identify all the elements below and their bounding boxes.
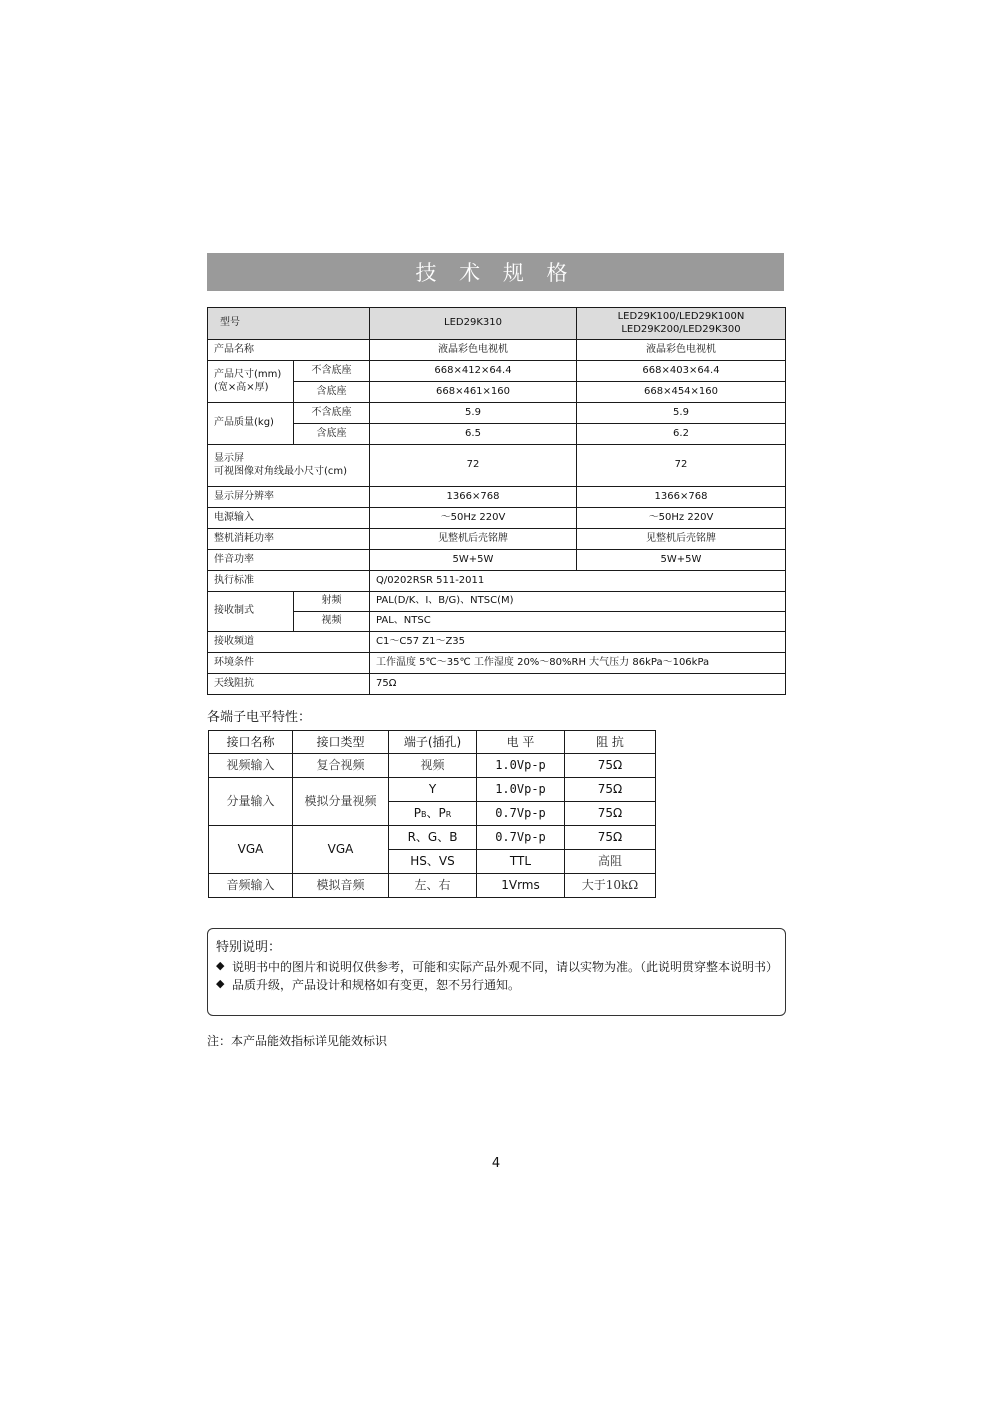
port-level: 1.0Vp-p <box>477 754 565 778</box>
spec-row-standard <box>208 571 786 592</box>
port-row-vga-1 <box>209 826 656 850</box>
spec-value: PAL、NTSC <box>370 612 786 632</box>
spec-header-row <box>208 308 786 340</box>
notice-title: 特别说明： <box>216 940 282 955</box>
model-label: 型号 <box>208 308 370 340</box>
page-number: 4 <box>491 1156 501 1171</box>
port-table <box>208 730 656 898</box>
spec-value-a: ～50Hz 220V <box>370 508 577 529</box>
spec-sublabel: 不含底座 <box>294 361 370 382</box>
spec-value: C1～C57 Z1～Z35 <box>370 632 786 653</box>
spec-label: 伴音功率 <box>208 550 370 571</box>
pb-sub: B <box>420 810 427 819</box>
port-level: 1Vrms <box>477 874 565 898</box>
spec-value: 工作温度 5℃～35℃ 工作湿度 20%～80%RH 大气压力 86kPa～106kPa <box>370 653 786 674</box>
spec-label: 接收制式 <box>208 592 294 632</box>
port-impedance: 75Ω <box>565 826 656 850</box>
spec-sublabel: 射频 <box>294 592 370 612</box>
model-b-line2: LED29K200/LED29K300 <box>621 323 741 335</box>
spec-value: 75Ω <box>370 674 786 695</box>
spec-row-power-input <box>208 508 786 529</box>
spec-value-b: 5.9 <box>577 403 786 424</box>
special-notice <box>207 928 786 1016</box>
diamond-bullet-icon: ◆ <box>216 959 225 972</box>
page-title: 技 术 规 格 <box>415 261 576 285</box>
port-row-audio <box>209 874 656 898</box>
spec-row-weight-1 <box>208 403 786 424</box>
port-type: 复合视频 <box>293 754 389 778</box>
port-header: 电 平 <box>477 731 565 754</box>
notice-text: 说明书中的图片和说明仅供参考，可能和实际产品外观不同，请以实物为准。（此说明贯穿整本说明书） <box>232 960 779 974</box>
model-a: LED29K310 <box>370 308 577 340</box>
spec-value: Q/0202RSR 511-2011 <box>370 571 786 592</box>
spec-value-a: 668×412×64.4 <box>370 361 577 382</box>
spec-value-a: 668×461×160 <box>370 382 577 403</box>
spec-sublabel: 含底座 <box>294 382 370 403</box>
spec-value-b: 见整机后壳铭牌 <box>577 529 786 550</box>
port-type: VGA <box>293 826 389 874</box>
spec-row-reception-1 <box>208 592 786 612</box>
spec-table <box>207 307 786 695</box>
spec-row-environment <box>208 653 786 674</box>
screen-label-line1: 显示屏 <box>214 453 244 464</box>
spec-label <box>208 361 294 403</box>
spec-row-weight-2 <box>208 424 786 445</box>
port-header: 端子(插孔) <box>389 731 477 754</box>
spec-value-b: 668×403×64.4 <box>577 361 786 382</box>
spec-row-consumption <box>208 529 786 550</box>
port-header: 接口名称 <box>209 731 293 754</box>
spec-value-a: 6.5 <box>370 424 577 445</box>
screen-label-line2: 可视图像对角线最小尺寸(cm) <box>214 465 348 477</box>
port-row-component-1 <box>209 778 656 802</box>
spec-label: 产品名称 <box>208 340 370 361</box>
port-terminal: R、G、B <box>389 826 477 850</box>
port-row-video <box>209 754 656 778</box>
port-terminal: HS、VS <box>389 850 477 874</box>
spec-value-b: 6.2 <box>577 424 786 445</box>
spec-row-audio <box>208 550 786 571</box>
spec-row-size-2 <box>208 382 786 403</box>
terminal-separator: 、 <box>426 806 439 820</box>
port-terminal <box>389 802 477 826</box>
spec-label: 整机消耗功率 <box>208 529 370 550</box>
spec-row-screen <box>208 445 786 487</box>
spec-value-b: 72 <box>577 445 786 487</box>
spec-label: 接收频道 <box>208 632 370 653</box>
notice-bullet <box>216 959 777 975</box>
size-label-line2: (宽×高×厚) <box>214 381 269 393</box>
port-terminal: Y <box>389 778 477 802</box>
spec-row-resolution <box>208 487 786 508</box>
spec-sublabel: 不含底座 <box>294 403 370 424</box>
footnote: 注：本产品能效指标详见能效标识 <box>207 1034 388 1048</box>
diamond-bullet-icon: ◆ <box>216 977 225 991</box>
model-b-line1: LED29K100/LED29K100N <box>617 311 745 322</box>
spec-label: 电源输入 <box>208 508 370 529</box>
spec-value-a: 见整机后壳铭牌 <box>370 529 577 550</box>
port-terminal: 左、右 <box>389 874 477 898</box>
port-impedance: 75Ω <box>565 802 656 826</box>
model-b <box>577 308 786 340</box>
spec-label: 环境条件 <box>208 653 370 674</box>
port-level: 0.7Vp-p <box>477 826 565 850</box>
spec-value-b: 液晶彩色电视机 <box>577 340 786 361</box>
spec-value-b: 668×454×160 <box>577 382 786 403</box>
port-impedance: 大于10kΩ <box>565 874 656 898</box>
spec-sublabel: 视频 <box>294 612 370 632</box>
spec-row-name <box>208 340 786 361</box>
spec-row-channels <box>208 632 786 653</box>
spec-row-reception-2 <box>208 612 786 632</box>
port-terminal: 视频 <box>389 754 477 778</box>
spec-label: 执行标准 <box>208 571 370 592</box>
port-name: VGA <box>209 826 293 874</box>
spec-row-size-1 <box>208 361 786 382</box>
spec-value-b: ～50Hz 220V <box>577 508 786 529</box>
port-impedance: 75Ω <box>565 778 656 802</box>
pr-sub: R <box>445 810 452 819</box>
spec-row-antenna <box>208 674 786 695</box>
spec-value: PAL(D/K、Ⅰ、B/G)、NTSC(M) <box>370 592 786 612</box>
spec-value-a: 1366×768 <box>370 487 577 508</box>
spec-sublabel: 含底座 <box>294 424 370 445</box>
port-type: 模拟音频 <box>293 874 389 898</box>
spec-value-a: 5.9 <box>370 403 577 424</box>
spec-value-a: 72 <box>370 445 577 487</box>
port-header-row <box>209 731 656 754</box>
port-name: 视频输入 <box>209 754 293 778</box>
spec-label <box>208 445 370 487</box>
spec-label: 显示屏分辨率 <box>208 487 370 508</box>
spec-value-a: 液晶彩色电视机 <box>370 340 577 361</box>
spec-value-a: 5W+5W <box>370 550 577 571</box>
port-name: 分量输入 <box>209 778 293 826</box>
notice-text: 品质升级，产品设计和规格如有变更，恕不另行通知。 <box>232 978 521 993</box>
size-label-line1: 产品尺寸(mm) <box>214 369 282 380</box>
port-name: 音频输入 <box>209 874 293 898</box>
pr-main: P <box>438 806 446 820</box>
port-header: 接口类型 <box>293 731 389 754</box>
spec-value-b: 1366×768 <box>577 487 786 508</box>
spec-value-b: 5W+5W <box>577 550 786 571</box>
port-impedance: 75Ω <box>565 754 656 778</box>
spec-label: 产品质量(kg) <box>208 403 294 445</box>
ports-heading: 各端子电平特性： <box>207 710 312 725</box>
port-header: 阻 抗 <box>565 731 656 754</box>
port-level: 1.0Vp-p <box>477 778 565 802</box>
port-type: 模拟分量视频 <box>293 778 389 826</box>
port-level: 0.7Vp-p <box>477 802 565 826</box>
spec-label: 天线阻抗 <box>208 674 370 695</box>
notice-bullet <box>216 977 777 993</box>
port-level: TTL <box>477 850 565 874</box>
pb-main: P <box>413 806 421 820</box>
port-impedance: 高阻 <box>565 850 656 874</box>
title-bar <box>207 253 784 291</box>
